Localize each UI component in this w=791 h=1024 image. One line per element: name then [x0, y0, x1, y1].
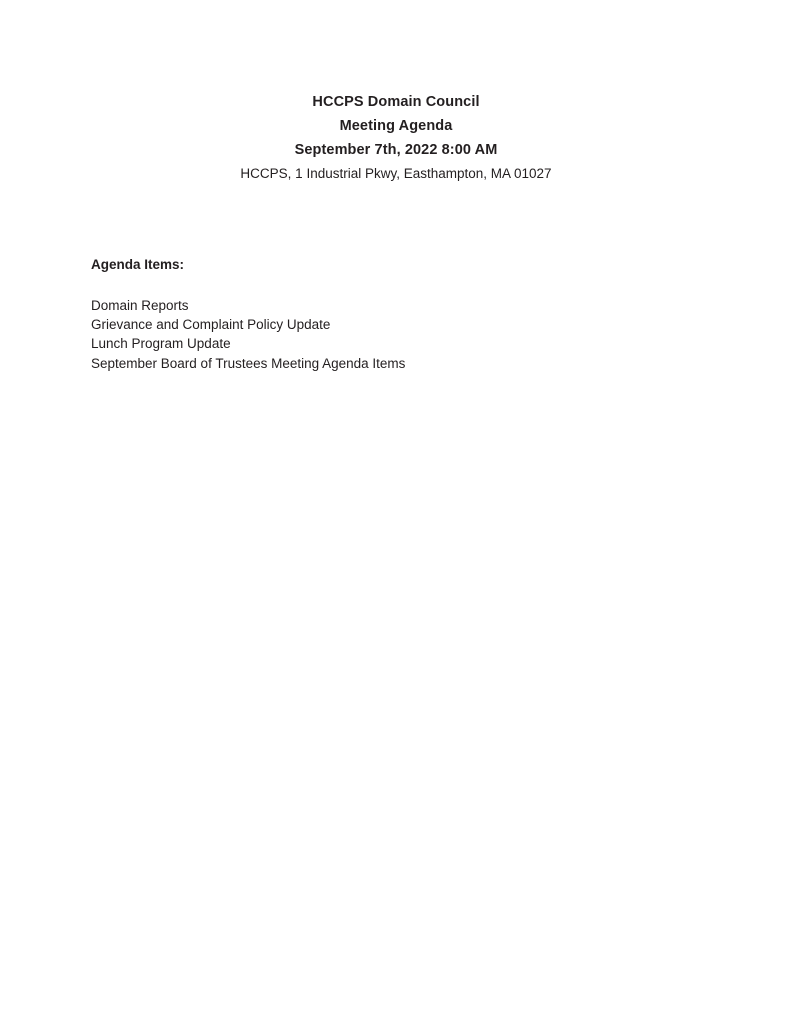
list-item: Lunch Program Update [91, 336, 231, 352]
list-item: Domain Reports [91, 298, 189, 313]
document-header [91, 90, 701, 186]
list-item: September Board of Trustees Meeting Agenda Items [91, 355, 406, 371]
agenda-items-list [91, 296, 701, 373]
title-line-2: Meeting Agenda [339, 118, 453, 134]
title-line-3: September 7th, 2022 8:00 AM [294, 142, 498, 158]
location-line: HCCPS, 1 Industrial Pkwy, Easthampton, MA 01027 [240, 166, 552, 181]
agenda-items-heading: Agenda Items: [91, 257, 185, 272]
list-item: Grievance and Complaint Policy Update [91, 317, 331, 333]
title-line-1: HCCPS Domain Council [312, 94, 480, 110]
document-body [91, 90, 701, 373]
